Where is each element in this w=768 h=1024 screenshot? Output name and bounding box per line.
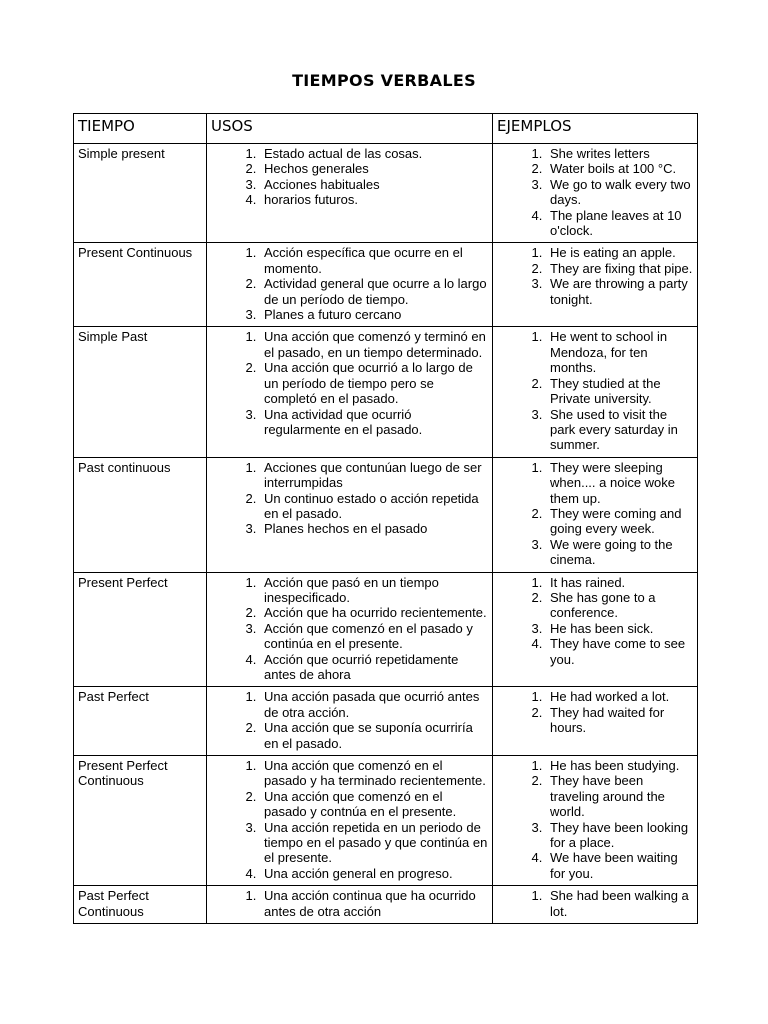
uses-list: [211, 146, 488, 208]
example-item: 2. Water boils at 100 °C.: [546, 161, 693, 176]
use-item: 4. Acción que ocurrió repetidamente antes de ahora: [260, 652, 488, 683]
uses-cell: [207, 327, 493, 457]
table-header-row: [74, 114, 698, 144]
use-item: 4. Una acción general en progreso.: [260, 866, 488, 881]
table-row: [74, 144, 698, 243]
uses-list: [211, 575, 488, 683]
example-item: 4. We have been waiting for you.: [546, 850, 693, 881]
use-item: 1. Una acción que comenzó y terminó en el pasado, en un tiempo determinado.: [260, 329, 488, 360]
examples-list: [497, 758, 693, 881]
use-item: 2. Una acción que comenzó en el pasado y contnúa en el presente.: [260, 789, 488, 820]
use-item: 2. Un continuo estado o acción repetida en el pasado.: [260, 491, 488, 522]
examples-cell: [493, 756, 698, 886]
table-row: [74, 572, 698, 687]
use-item: 4. horarios futuros.: [260, 192, 488, 207]
header-tiempo: TIEMPO: [74, 114, 207, 144]
example-item: 1. He has been studying.: [546, 758, 693, 773]
uses-list: [211, 245, 488, 322]
uses-cell: [207, 572, 493, 687]
example-item: 1. She writes letters: [546, 146, 693, 161]
tense-name: Simple present: [74, 144, 207, 243]
use-item: 3. Una acción repetida en un periodo de tiempo en el pasado y que continúa en el presente.: [260, 820, 488, 866]
use-item: 2. Una acción que se suponía ocurriría en el pasado.: [260, 720, 488, 751]
examples-cell: [493, 457, 698, 572]
examples-list: [497, 575, 693, 667]
uses-cell: [207, 243, 493, 327]
use-item: 1. Estado actual de las cosas.: [260, 146, 488, 161]
example-item: 1. They were sleeping when.... a noice woke them up.: [546, 460, 693, 506]
examples-list: [497, 888, 693, 919]
uses-list: [211, 888, 488, 919]
examples-list: [497, 460, 693, 568]
example-item: 4. The plane leaves at 10 o'clock.: [546, 208, 693, 239]
table-row: [74, 457, 698, 572]
uses-list: [211, 329, 488, 437]
uses-cell: [207, 756, 493, 886]
example-item: 1. He had worked a lot.: [546, 689, 693, 704]
page-title: TIEMPOS VERBALES: [292, 71, 476, 90]
use-item: 2. Hechos generales: [260, 161, 488, 176]
example-item: 2. They were coming and going every week.: [546, 506, 693, 537]
table-row: [74, 756, 698, 886]
use-item: 1. Una acción continua que ha ocurrido antes de otra acción: [260, 888, 488, 919]
example-item: 2. They have been traveling around the world.: [546, 773, 693, 819]
example-item: 2. They had waited for hours.: [546, 705, 693, 736]
tense-name: Past continuous: [74, 457, 207, 572]
header-usos: USOS: [207, 114, 493, 144]
use-item: 3. Acciones habituales: [260, 177, 488, 192]
uses-cell: [207, 886, 493, 924]
example-item: 1. It has rained.: [546, 575, 693, 590]
table-row: [74, 327, 698, 457]
tense-name: Present Continuous: [74, 243, 207, 327]
example-item: 1. She had been walking a lot.: [546, 888, 693, 919]
examples-list: [497, 689, 693, 735]
use-item: 2. Una acción que ocurrió a lo largo de un período de tiempo pero se completó en el pasado.: [260, 360, 488, 406]
use-item: 2. Acción que ha ocurrido recientemente.: [260, 605, 488, 620]
example-item: 3. He has been sick.: [546, 621, 693, 636]
example-item: 2. They are fixing that pipe.: [546, 261, 693, 276]
examples-cell: [493, 327, 698, 457]
use-item: 1. Acciones que contunúan luego de ser interrumpidas: [260, 460, 488, 491]
example-item: 2. They studied at the Private university.: [546, 376, 693, 407]
use-item: 1. Acción que pasó en un tiempo inespecificado.: [260, 575, 488, 606]
use-item: 1. Una acción que comenzó en el pasado y ha terminado recientemente.: [260, 758, 488, 789]
use-item: 3. Una actividad que ocurrió regularmente en el pasado.: [260, 407, 488, 438]
tense-name: Past Perfect: [74, 687, 207, 756]
use-item: 2. Actividad general que ocurre a lo largo de un período de tiempo.: [260, 276, 488, 307]
uses-cell: [207, 457, 493, 572]
table-row: [74, 886, 698, 924]
header-ejemplos: EJEMPLOS: [493, 114, 698, 144]
uses-cell: [207, 687, 493, 756]
examples-cell: [493, 886, 698, 924]
example-item: 3. They have been looking for a place.: [546, 820, 693, 851]
use-item: 1. Una acción pasada que ocurrió antes de otra acción.: [260, 689, 488, 720]
examples-cell: [493, 687, 698, 756]
examples-list: [497, 245, 693, 307]
examples-list: [497, 329, 693, 452]
example-item: 3. We were going to the cinema.: [546, 537, 693, 568]
example-item: 2. She has gone to a conference.: [546, 590, 693, 621]
table-body: [74, 144, 698, 924]
uses-list: [211, 460, 488, 537]
example-item: 1. He went to school in Mendoza, for ten months.: [546, 329, 693, 375]
example-item: 1. He is eating an apple.: [546, 245, 693, 260]
uses-list: [211, 689, 488, 751]
use-item: 3. Acción que comenzó en el pasado y continúa en el presente.: [260, 621, 488, 652]
use-item: 1. Acción específica que ocurre en el momento.: [260, 245, 488, 276]
table-row: [74, 243, 698, 327]
examples-cell: [493, 572, 698, 687]
examples-cell: [493, 243, 698, 327]
example-item: 3. We go to walk every two days.: [546, 177, 693, 208]
example-item: 3. We are throwing a party tonight.: [546, 276, 693, 307]
tense-name: Present Perfect Continuous: [74, 756, 207, 886]
table-row: [74, 687, 698, 756]
example-item: 4. They have come to see you.: [546, 636, 693, 667]
tense-name: Present Perfect: [74, 572, 207, 687]
tense-name: Simple Past: [74, 327, 207, 457]
uses-list: [211, 758, 488, 881]
examples-cell: [493, 144, 698, 243]
uses-cell: [207, 144, 493, 243]
use-item: 3. Planes a futuro cercano: [260, 307, 488, 322]
examples-list: [497, 146, 693, 238]
tense-name: Past Perfect Continuous: [74, 886, 207, 924]
use-item: 3. Planes hechos en el pasado: [260, 521, 488, 536]
example-item: 3. She used to visit the park every saturday in summer.: [546, 407, 693, 453]
verb-tenses-table: [73, 113, 698, 924]
